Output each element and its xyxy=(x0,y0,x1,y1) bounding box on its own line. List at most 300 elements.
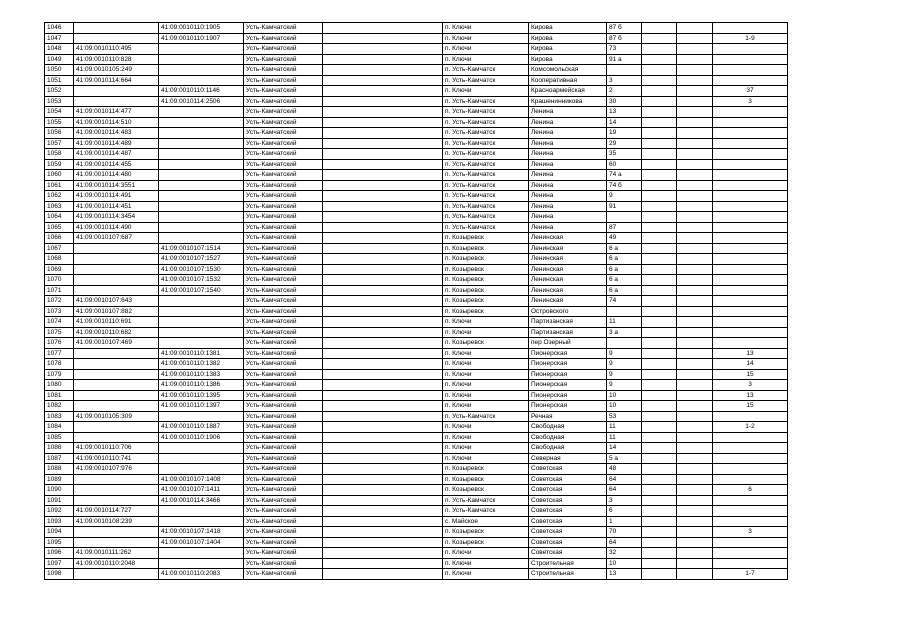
cell-locality-blank xyxy=(323,432,443,443)
cell-locality-blank xyxy=(323,453,443,464)
cell-street: Ленинская xyxy=(529,254,607,265)
cell-district: Усть-Камчатский xyxy=(244,233,323,244)
cell-cadastral-number-premises: 41:09:0010114:3466 xyxy=(159,495,244,506)
cell-apartment-number xyxy=(713,558,788,569)
table-row xyxy=(45,474,788,485)
cell-apartment-number xyxy=(713,233,788,244)
cell-house-number: 87 б xyxy=(607,23,642,34)
cell-building-number xyxy=(642,222,677,233)
cell-cadastral-number-premises xyxy=(159,191,244,202)
cell-structure-number xyxy=(677,275,713,286)
cell-locality: п. Ключи xyxy=(443,558,529,569)
cell-building-number xyxy=(642,569,677,580)
cell-district: Усть-Камчатский xyxy=(244,569,323,580)
cell-house-number: 14 xyxy=(607,117,642,128)
cell-row-number: 1082 xyxy=(45,401,74,412)
cell-house-number: 64 xyxy=(607,485,642,496)
cell-cadastral-number-building: 41:09:0010114:491 xyxy=(74,191,159,202)
cell-apartment-number xyxy=(713,537,788,548)
cell-house-number: 19 xyxy=(607,128,642,139)
cell-structure-number xyxy=(677,212,713,223)
cell-house-number: 11 xyxy=(607,432,642,443)
cell-locality: п. Козыревск xyxy=(443,464,529,475)
cell-locality-blank xyxy=(323,380,443,391)
cell-row-number: 1064 xyxy=(45,212,74,223)
cell-locality-blank xyxy=(323,474,443,485)
cell-locality: п. Усть-Камчатск xyxy=(443,411,529,422)
cell-locality-blank xyxy=(323,96,443,107)
cell-locality-blank xyxy=(323,75,443,86)
cell-cadastral-number-building xyxy=(74,285,159,296)
cell-cadastral-number-building: 41:09:0010107:976 xyxy=(74,464,159,475)
cell-house-number: 73 xyxy=(607,44,642,55)
cell-street: Ленинская xyxy=(529,233,607,244)
cell-locality: с. Майское xyxy=(443,516,529,527)
cell-cadastral-number-premises xyxy=(159,138,244,149)
cell-cadastral-number-building: 41:09:0010111:262 xyxy=(74,548,159,559)
cell-locality: п. Усть-Камчатск xyxy=(443,222,529,233)
cell-structure-number xyxy=(677,233,713,244)
cell-cadastral-number-premises xyxy=(159,338,244,349)
cell-structure-number xyxy=(677,558,713,569)
cell-district: Усть-Камчатский xyxy=(244,338,323,349)
cell-house-number: 5 а xyxy=(607,453,642,464)
cell-district: Усть-Камчатский xyxy=(244,474,323,485)
cell-structure-number xyxy=(677,86,713,97)
cell-cadastral-number-premises xyxy=(159,233,244,244)
cell-structure-number xyxy=(677,222,713,233)
cell-locality: п. Усть-Камчатск xyxy=(443,180,529,191)
cell-apartment-number xyxy=(713,338,788,349)
cell-row-number: 1081 xyxy=(45,390,74,401)
cell-apartment-number xyxy=(713,432,788,443)
cell-building-number xyxy=(642,75,677,86)
cell-locality-blank xyxy=(323,369,443,380)
table-row xyxy=(45,128,788,139)
cell-house-number: 6 а xyxy=(607,285,642,296)
cell-apartment-number xyxy=(713,44,788,55)
cell-building-number xyxy=(642,443,677,454)
table-row xyxy=(45,485,788,496)
cell-district: Усть-Камчатский xyxy=(244,401,323,412)
cell-locality: п. Ключи xyxy=(443,44,529,55)
cell-row-number: 1078 xyxy=(45,359,74,370)
cell-cadastral-number-premises: 41:09:0010107:1411 xyxy=(159,485,244,496)
cell-locality: п. Козыревск xyxy=(443,306,529,317)
cell-district: Усть-Камчатский xyxy=(244,464,323,475)
cell-building-number xyxy=(642,86,677,97)
property-table xyxy=(44,22,788,580)
cell-cadastral-number-premises xyxy=(159,149,244,160)
cell-row-number: 1074 xyxy=(45,317,74,328)
cell-house-number: 3 а xyxy=(607,327,642,338)
cell-house-number: 13 xyxy=(607,569,642,580)
cell-cadastral-number-premises: 41:09:0010110:1887 xyxy=(159,422,244,433)
cell-locality: п. Козыревск xyxy=(443,264,529,275)
cell-house-number xyxy=(607,65,642,76)
cell-cadastral-number-building xyxy=(74,569,159,580)
table-row xyxy=(45,149,788,160)
cell-row-number: 1073 xyxy=(45,306,74,317)
cell-row-number: 1098 xyxy=(45,569,74,580)
cell-street: Советская xyxy=(529,485,607,496)
cell-cadastral-number-building xyxy=(74,537,159,548)
cell-apartment-number xyxy=(713,128,788,139)
cell-street: Строительная xyxy=(529,569,607,580)
cell-building-number xyxy=(642,359,677,370)
cell-street: Красноармейская xyxy=(529,86,607,97)
cell-row-number: 1046 xyxy=(45,23,74,34)
cell-row-number: 1084 xyxy=(45,422,74,433)
cell-district: Усть-Камчатский xyxy=(244,75,323,86)
cell-row-number: 1095 xyxy=(45,537,74,548)
cell-district: Усть-Камчатский xyxy=(244,33,323,44)
cell-locality: п. Ключи xyxy=(443,443,529,454)
table-row xyxy=(45,275,788,286)
cell-apartment-number xyxy=(713,474,788,485)
table-row xyxy=(45,506,788,517)
cell-apartment-number xyxy=(713,149,788,160)
cell-house-number: 14 xyxy=(607,443,642,454)
cell-locality: п. Усть-Камчатск xyxy=(443,128,529,139)
cell-cadastral-number-building: 41:09:0010114:451 xyxy=(74,201,159,212)
cell-row-number: 1075 xyxy=(45,327,74,338)
cell-building-number xyxy=(642,338,677,349)
cell-cadastral-number-building: 41:09:0010107:469 xyxy=(74,338,159,349)
cell-building-number xyxy=(642,411,677,422)
cell-cadastral-number-premises xyxy=(159,180,244,191)
cell-building-number xyxy=(642,33,677,44)
cell-apartment-number xyxy=(713,180,788,191)
cell-district: Усть-Камчатский xyxy=(244,411,323,422)
cell-building-number xyxy=(642,348,677,359)
cell-house-number: 3 xyxy=(607,495,642,506)
cell-building-number xyxy=(642,23,677,34)
cell-district: Усть-Камчатский xyxy=(244,348,323,359)
cell-row-number: 1065 xyxy=(45,222,74,233)
cell-locality-blank xyxy=(323,296,443,307)
cell-row-number: 1048 xyxy=(45,44,74,55)
cell-apartment-number xyxy=(713,75,788,86)
cell-cadastral-number-building xyxy=(74,243,159,254)
cell-row-number: 1060 xyxy=(45,170,74,181)
cell-cadastral-number-premises xyxy=(159,117,244,128)
cell-apartment-number xyxy=(713,264,788,275)
cell-cadastral-number-premises: 41:09:0010107:1418 xyxy=(159,527,244,538)
cell-cadastral-number-premises: 41:09:0010110:1386 xyxy=(159,380,244,391)
cell-row-number: 1093 xyxy=(45,516,74,527)
cell-street: Ленинская xyxy=(529,243,607,254)
cell-district: Усть-Камчатский xyxy=(244,222,323,233)
cell-district: Усть-Камчатский xyxy=(244,170,323,181)
cell-district: Усть-Камчатский xyxy=(244,264,323,275)
cell-street: Советская xyxy=(529,537,607,548)
cell-district: Усть-Камчатский xyxy=(244,191,323,202)
cell-locality: п. Ключи xyxy=(443,369,529,380)
cell-cadastral-number-premises: 41:09:0010107:1530 xyxy=(159,264,244,275)
cell-cadastral-number-building: 41:09:0010110:828 xyxy=(74,54,159,65)
cell-locality: п. Ключи xyxy=(443,317,529,328)
cell-structure-number xyxy=(677,317,713,328)
cell-street: Пионерская xyxy=(529,401,607,412)
cell-locality-blank xyxy=(323,327,443,338)
cell-cadastral-number-building: 41:09:0010105:249 xyxy=(74,65,159,76)
cell-locality: п. Ключи xyxy=(443,432,529,443)
cell-house-number: 2 xyxy=(607,86,642,97)
table-row xyxy=(45,33,788,44)
cell-building-number xyxy=(642,527,677,538)
cell-locality: п. Ключи xyxy=(443,380,529,391)
table-row xyxy=(45,75,788,86)
cell-street: Пионерская xyxy=(529,359,607,370)
cell-street: Ленина xyxy=(529,159,607,170)
cell-street: Партизанская xyxy=(529,317,607,328)
table-row xyxy=(45,548,788,559)
cell-locality-blank xyxy=(323,44,443,55)
cell-district: Усть-Камчатский xyxy=(244,201,323,212)
cell-street: Ленина xyxy=(529,180,607,191)
cell-house-number: 10 xyxy=(607,401,642,412)
cell-house-number: 64 xyxy=(607,474,642,485)
cell-street: Кирова xyxy=(529,33,607,44)
cell-cadastral-number-building: 41:09:0010110:691 xyxy=(74,317,159,328)
cell-structure-number xyxy=(677,254,713,265)
cell-row-number: 1058 xyxy=(45,149,74,160)
cell-house-number: 48 xyxy=(607,464,642,475)
cell-row-number: 1097 xyxy=(45,558,74,569)
cell-structure-number xyxy=(677,296,713,307)
cell-apartment-number: 13 xyxy=(713,348,788,359)
cell-locality: п. Козыревск xyxy=(443,243,529,254)
cell-cadastral-number-premises xyxy=(159,201,244,212)
cell-cadastral-number-building: 41:09:0010114:487 xyxy=(74,149,159,160)
cell-cadastral-number-premises xyxy=(159,170,244,181)
table-row xyxy=(45,537,788,548)
cell-structure-number xyxy=(677,380,713,391)
cell-house-number: 1 xyxy=(607,516,642,527)
cell-apartment-number xyxy=(713,243,788,254)
cell-building-number xyxy=(642,380,677,391)
cell-locality: п. Ключи xyxy=(443,453,529,464)
cell-apartment-number: 15 xyxy=(713,369,788,380)
cell-house-number: 9 xyxy=(607,348,642,359)
cell-building-number xyxy=(642,212,677,223)
cell-row-number: 1051 xyxy=(45,75,74,86)
cell-apartment-number xyxy=(713,170,788,181)
cell-district: Усть-Камчатский xyxy=(244,506,323,517)
cell-cadastral-number-building: 41:09:0010114:477 xyxy=(74,107,159,118)
cell-cadastral-number-building xyxy=(74,254,159,265)
cell-district: Усть-Камчатский xyxy=(244,380,323,391)
table-row xyxy=(45,359,788,370)
cell-row-number: 1069 xyxy=(45,264,74,275)
cell-building-number xyxy=(642,264,677,275)
table-row xyxy=(45,317,788,328)
cell-street: Свободная xyxy=(529,432,607,443)
document-sheet xyxy=(44,22,788,580)
cell-cadastral-number-building xyxy=(74,380,159,391)
cell-building-number xyxy=(642,201,677,212)
cell-apartment-number xyxy=(713,453,788,464)
cell-locality: п. Козыревск xyxy=(443,275,529,286)
cell-row-number: 1055 xyxy=(45,117,74,128)
cell-cadastral-number-building xyxy=(74,485,159,496)
cell-locality-blank xyxy=(323,558,443,569)
cell-locality: п. Ключи xyxy=(443,569,529,580)
cell-cadastral-number-premises xyxy=(159,443,244,454)
cell-house-number: 32 xyxy=(607,548,642,559)
cell-locality: п. Усть-Камчатск xyxy=(443,117,529,128)
cell-locality: п. Усть-Камчатск xyxy=(443,170,529,181)
cell-house-number: 11 xyxy=(607,317,642,328)
cell-cadastral-number-building xyxy=(74,474,159,485)
cell-structure-number xyxy=(677,170,713,181)
cell-building-number xyxy=(642,474,677,485)
table-row xyxy=(45,23,788,34)
cell-cadastral-number-building xyxy=(74,527,159,538)
cell-district: Усть-Камчатский xyxy=(244,432,323,443)
cell-district: Усть-Камчатский xyxy=(244,537,323,548)
cell-apartment-number: 6 xyxy=(713,485,788,496)
cell-cadastral-number-building: 41:09:0010114:483 xyxy=(74,128,159,139)
cell-locality-blank xyxy=(323,443,443,454)
cell-structure-number xyxy=(677,432,713,443)
cell-apartment-number xyxy=(713,54,788,65)
cell-locality-blank xyxy=(323,422,443,433)
cell-building-number xyxy=(642,390,677,401)
cell-district: Усть-Камчатский xyxy=(244,527,323,538)
cell-row-number: 1050 xyxy=(45,65,74,76)
cell-building-number xyxy=(642,285,677,296)
cell-structure-number xyxy=(677,443,713,454)
cell-locality: п. Усть-Камчатск xyxy=(443,149,529,160)
cell-street: Кооперативная xyxy=(529,75,607,86)
cell-locality-blank xyxy=(323,285,443,296)
cell-building-number xyxy=(642,180,677,191)
cell-row-number: 1059 xyxy=(45,159,74,170)
cell-apartment-number: 13 xyxy=(713,390,788,401)
cell-apartment-number xyxy=(713,506,788,517)
cell-cadastral-number-building: 41:09:0010110:495 xyxy=(74,44,159,55)
cell-apartment-number xyxy=(713,275,788,286)
cell-cadastral-number-premises xyxy=(159,411,244,422)
cell-cadastral-number-premises xyxy=(159,54,244,65)
cell-locality: п. Ключи xyxy=(443,33,529,44)
cell-locality-blank xyxy=(323,464,443,475)
cell-row-number: 1089 xyxy=(45,474,74,485)
cell-house-number: 91 xyxy=(607,201,642,212)
cell-district: Усть-Камчатский xyxy=(244,86,323,97)
cell-cadastral-number-building xyxy=(74,495,159,506)
cell-street: Кирова xyxy=(529,54,607,65)
cell-house-number: 9 xyxy=(607,359,642,370)
cell-apartment-number xyxy=(713,327,788,338)
cell-apartment-number: 3 xyxy=(713,527,788,538)
cell-cadastral-number-premises xyxy=(159,65,244,76)
cell-building-number xyxy=(642,254,677,265)
cell-structure-number xyxy=(677,453,713,464)
cell-structure-number xyxy=(677,65,713,76)
cell-building-number xyxy=(642,327,677,338)
cell-cadastral-number-premises: 41:09:0010107:1540 xyxy=(159,285,244,296)
cell-street: Свободная xyxy=(529,443,607,454)
cell-cadastral-number-premises xyxy=(159,212,244,223)
cell-locality-blank xyxy=(323,170,443,181)
cell-structure-number xyxy=(677,569,713,580)
cell-cadastral-number-premises: 41:09:0010107:1408 xyxy=(159,474,244,485)
table-row xyxy=(45,138,788,149)
cell-structure-number xyxy=(677,495,713,506)
cell-cadastral-number-building: 41:09:0010110:741 xyxy=(74,453,159,464)
cell-row-number: 1088 xyxy=(45,464,74,475)
cell-cadastral-number-premises: 41:09:0010110:1906 xyxy=(159,432,244,443)
cell-cadastral-number-premises xyxy=(159,44,244,55)
cell-structure-number xyxy=(677,285,713,296)
cell-building-number xyxy=(642,149,677,160)
cell-locality: п. Усть-Камчатск xyxy=(443,65,529,76)
table-row xyxy=(45,107,788,118)
cell-district: Усть-Камчатский xyxy=(244,317,323,328)
cell-street: Ленина xyxy=(529,212,607,223)
cell-locality-blank xyxy=(323,495,443,506)
cell-house-number: 70 xyxy=(607,527,642,538)
cell-house-number: 9 xyxy=(607,369,642,380)
cell-structure-number xyxy=(677,359,713,370)
cell-row-number: 1076 xyxy=(45,338,74,349)
table-row xyxy=(45,369,788,380)
cell-house-number: 13 xyxy=(607,107,642,118)
cell-cadastral-number-premises xyxy=(159,159,244,170)
cell-row-number: 1092 xyxy=(45,506,74,517)
cell-structure-number xyxy=(677,369,713,380)
cell-locality-blank xyxy=(323,401,443,412)
cell-structure-number xyxy=(677,474,713,485)
cell-cadastral-number-building xyxy=(74,264,159,275)
cell-cadastral-number-premises: 41:09:0010107:1404 xyxy=(159,537,244,548)
cell-street: Островского xyxy=(529,306,607,317)
cell-cadastral-number-building: 41:09:0010107:882 xyxy=(74,306,159,317)
cell-house-number xyxy=(607,306,642,317)
table-row xyxy=(45,327,788,338)
cell-building-number xyxy=(642,170,677,181)
cell-street: Пионерская xyxy=(529,380,607,391)
cell-cadastral-number-premises: 41:09:0010107:1527 xyxy=(159,254,244,265)
cell-structure-number xyxy=(677,548,713,559)
cell-structure-number xyxy=(677,117,713,128)
cell-locality-blank xyxy=(323,191,443,202)
table-row xyxy=(45,285,788,296)
cell-street: Комсомольская xyxy=(529,65,607,76)
cell-cadastral-number-premises xyxy=(159,222,244,233)
cell-row-number: 1085 xyxy=(45,432,74,443)
cell-building-number xyxy=(642,369,677,380)
cell-street: Северная xyxy=(529,453,607,464)
cell-cadastral-number-building xyxy=(74,86,159,97)
cell-cadastral-number-premises xyxy=(159,317,244,328)
table-body xyxy=(45,23,788,580)
cell-cadastral-number-premises xyxy=(159,453,244,464)
cell-locality: п. Ключи xyxy=(443,23,529,34)
cell-building-number xyxy=(642,159,677,170)
cell-district: Усть-Камчатский xyxy=(244,23,323,34)
cell-locality: п. Козыревск xyxy=(443,296,529,307)
cell-cadastral-number-building: 41:09:0010110:706 xyxy=(74,443,159,454)
cell-building-number xyxy=(642,516,677,527)
cell-row-number: 1086 xyxy=(45,443,74,454)
cell-locality: п. Усть-Камчатск xyxy=(443,75,529,86)
cell-structure-number xyxy=(677,180,713,191)
cell-locality-blank xyxy=(323,117,443,128)
